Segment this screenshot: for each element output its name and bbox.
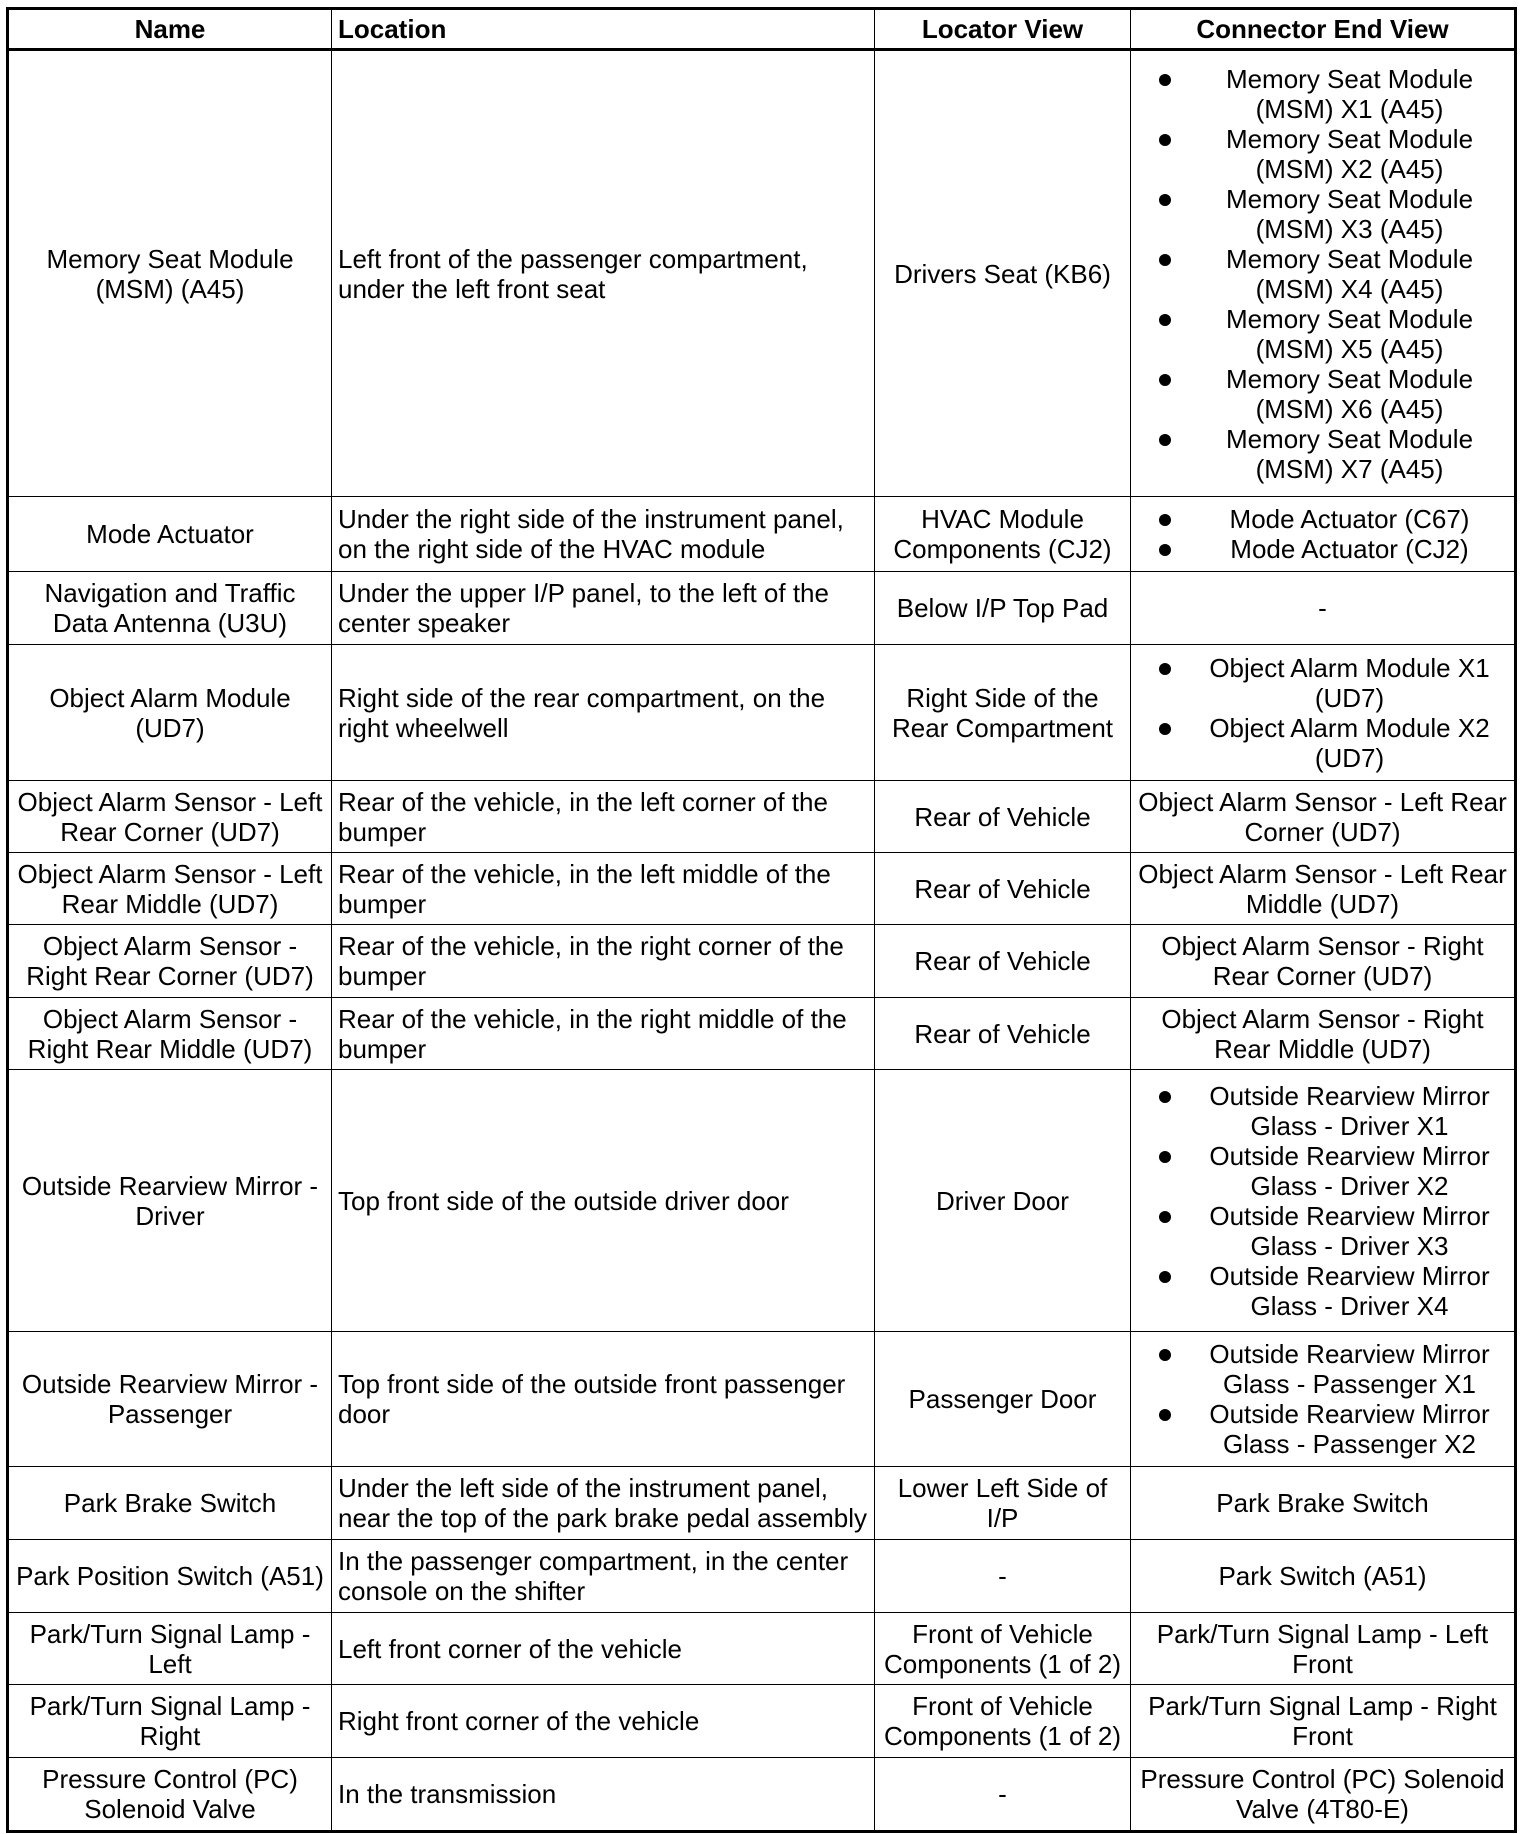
table-header-row [8,9,1516,50]
connector-list-item [1137,1081,1508,1141]
connector-list-item [1137,1141,1508,1201]
cell-location: Rear of the vehicle, in the left middle of the bumper [332,853,875,925]
cell-location: Right front corner of the vehicle [332,1685,875,1758]
connector-label: Outside Rearview Mirror Glass - Driver X3 [1209,1200,1490,1261]
table-row [8,781,1516,853]
cell-connector-end-view: Park/Turn Signal Lamp - Left Front [1131,1613,1516,1685]
cell-name: Outside Rearview Mirror - Driver [8,1070,332,1332]
bullet-icon [1159,194,1171,206]
cell-location: Top front side of the outside driver door [332,1070,875,1332]
connector-list [1137,653,1508,773]
bullet-icon [1159,434,1171,446]
bullet-icon [1159,1151,1171,1163]
cell-name: Park Brake Switch [8,1467,332,1540]
table-row [8,1540,1516,1613]
component-locator-table-wrapper [6,7,1517,1833]
cell-locator-view: - [875,1758,1131,1832]
cell-locator-view: Right Side of the Rear Compartment [875,645,1131,781]
cell-locator-view: Driver Door [875,1070,1131,1332]
cell-connector-end-view [1131,1070,1516,1332]
cell-name: Pressure Control (PC) Solenoid Valve [8,1758,332,1832]
connector-list-item [1137,713,1508,773]
bullet-icon [1159,1349,1171,1361]
connector-list-item [1137,364,1508,424]
cell-connector-end-view: Park/Turn Signal Lamp - Right Front [1131,1685,1516,1758]
bullet-icon [1159,254,1171,266]
cell-locator-view: Passenger Door [875,1332,1131,1467]
cell-connector-end-view: - [1131,572,1516,645]
bullet-icon [1159,1271,1171,1283]
connector-label: Memory Seat Module (MSM) X2 (A45) [1225,123,1474,184]
connector-list-item [1137,244,1508,304]
connector-list-item [1137,64,1508,124]
connector-list-item [1137,424,1508,484]
cell-locator-view: Rear of Vehicle [875,781,1131,853]
table-row [8,853,1516,925]
cell-location: In the passenger compartment, in the center console on the shifter [332,1540,875,1613]
connector-label: Outside Rearview Mirror Glass - Passenger X2 [1209,1399,1490,1459]
cell-location: Rear of the vehicle, in the left corner of the bumper [332,781,875,853]
connector-label: Mode Actuator (CJ2) [1230,534,1469,564]
connector-list-item [1137,1261,1508,1321]
cell-connector-end-view: Object Alarm Sensor - Left Rear Middle (UD7) [1131,853,1516,925]
cell-location: In the transmission [332,1758,875,1832]
table-row [8,925,1516,998]
header-location: Location [332,9,875,50]
cell-name: Object Alarm Sensor - Right Rear Corner (UD7) [8,925,332,998]
cell-location: Rear of the vehicle, in the right middle of the bumper [332,998,875,1070]
connector-label: Memory Seat Module (MSM) X4 (A45) [1225,243,1474,304]
cell-name: Outside Rearview Mirror - Passenger [8,1332,332,1467]
bullet-icon [1159,1091,1171,1103]
cell-connector-end-view [1131,50,1516,497]
cell-name: Mode Actuator [8,497,332,572]
cell-location: Left front of the passenger compartment, under the left front seat [332,50,875,497]
cell-location: Right side of the rear compartment, on the right wheelwell [332,645,875,781]
connector-list [1137,504,1508,564]
cell-connector-end-view: Object Alarm Sensor - Right Rear Corner (UD7) [1131,925,1516,998]
connector-list [1137,1081,1508,1321]
cell-connector-end-view: Park Brake Switch [1131,1467,1516,1540]
cell-connector-end-view: Object Alarm Sensor - Right Rear Middle (UD7) [1131,998,1516,1070]
cell-location: Top front side of the outside front passenger door [332,1332,875,1467]
table-row [8,1685,1516,1758]
bullet-icon [1159,314,1171,326]
table-row [8,50,1516,497]
connector-list-item [1137,304,1508,364]
cell-connector-end-view [1131,645,1516,781]
cell-locator-view: Rear of Vehicle [875,853,1131,925]
bullet-icon [1159,1409,1171,1421]
cell-name: Object Alarm Sensor - Left Rear Corner (UD7) [8,781,332,853]
connector-list-item [1137,1339,1508,1399]
cell-location: Under the upper I/P panel, to the left of the center speaker [332,572,875,645]
connector-label: Object Alarm Module X1 (UD7) [1209,652,1490,713]
cell-connector-end-view: Pressure Control (PC) Solenoid Valve (4T80-E) [1131,1758,1516,1832]
cell-connector-end-view [1131,1332,1516,1467]
cell-name: Park/Turn Signal Lamp - Left [8,1613,332,1685]
cell-name: Park/Turn Signal Lamp - Right [8,1685,332,1758]
connector-list [1137,1339,1508,1459]
connector-list-item [1137,184,1508,244]
bullet-icon [1159,663,1171,675]
connector-list-item [1137,1399,1508,1459]
cell-location: Under the left side of the instrument panel, near the top of the park brake pedal assembly [332,1467,875,1540]
cell-name: Object Alarm Module (UD7) [8,645,332,781]
table-row [8,572,1516,645]
table-row [8,497,1516,572]
connector-label: Memory Seat Module (MSM) X5 (A45) [1225,303,1474,364]
connector-list-item [1137,653,1508,713]
table-row [8,1070,1516,1332]
connector-list-item [1137,504,1508,534]
connector-label: Memory Seat Module (MSM) X7 (A45) [1225,423,1474,484]
cell-location: Under the right side of the instrument panel, on the right side of the HVAC module [332,497,875,572]
connector-label: Memory Seat Module (MSM) X6 (A45) [1225,363,1474,424]
cell-name: Object Alarm Sensor - Left Rear Middle (UD7) [8,853,332,925]
connector-label: Outside Rearview Mirror Glass - Driver X2 [1209,1140,1490,1201]
cell-locator-view: Below I/P Top Pad [875,572,1131,645]
bullet-icon [1159,544,1171,556]
header-connector-end-view: Connector End View [1131,9,1516,50]
cell-locator-view: Front of Vehicle Components (1 of 2) [875,1613,1131,1685]
cell-locator-view: HVAC Module Components (CJ2) [875,497,1131,572]
connector-label: Object Alarm Module X2 (UD7) [1209,712,1490,773]
connector-label: Outside Rearview Mirror Glass - Passenger X1 [1209,1339,1490,1399]
table-row [8,998,1516,1070]
cell-location: Left front corner of the vehicle [332,1613,875,1685]
connector-label: Outside Rearview Mirror Glass - Driver X1 [1209,1080,1490,1141]
cell-locator-view: Drivers Seat (KB6) [875,50,1131,497]
table-row [8,1467,1516,1540]
connector-list-item [1137,534,1508,564]
cell-locator-view: Front of Vehicle Components (1 of 2) [875,1685,1131,1758]
table-row [8,645,1516,781]
cell-location: Rear of the vehicle, in the right corner of the bumper [332,925,875,998]
cell-locator-view: Rear of Vehicle [875,925,1131,998]
cell-connector-end-view: Object Alarm Sensor - Left Rear Corner (UD7) [1131,781,1516,853]
bullet-icon [1159,134,1171,146]
cell-locator-view: Rear of Vehicle [875,998,1131,1070]
cell-name: Object Alarm Sensor - Right Rear Middle (UD7) [8,998,332,1070]
cell-locator-view: - [875,1540,1131,1613]
cell-name: Navigation and Traffic Data Antenna (U3U) [8,572,332,645]
cell-locator-view: Lower Left Side of I/P [875,1467,1131,1540]
connector-label: Mode Actuator (C67) [1229,504,1470,534]
bullet-icon [1159,374,1171,386]
connector-list-item [1137,124,1508,184]
connector-label: Memory Seat Module (MSM) X3 (A45) [1225,183,1474,244]
connector-list [1137,64,1508,484]
bullet-icon [1159,723,1171,735]
bullet-icon [1159,1211,1171,1223]
cell-connector-end-view: Park Switch (A51) [1131,1540,1516,1613]
connector-label: Outside Rearview Mirror Glass - Driver X4 [1209,1260,1490,1321]
connector-label: Memory Seat Module (MSM) X1 (A45) [1225,63,1474,124]
header-name: Name [8,9,332,50]
cell-name: Memory Seat Module (MSM) (A45) [8,50,332,497]
table-row [8,1758,1516,1832]
component-locator-table [6,7,1517,1833]
header-locator-view: Locator View [875,9,1131,50]
cell-name: Park Position Switch (A51) [8,1540,332,1613]
table-row [8,1332,1516,1467]
table-body [8,50,1516,1832]
table-row [8,1613,1516,1685]
bullet-icon [1159,514,1171,526]
cell-connector-end-view [1131,497,1516,572]
bullet-icon [1159,74,1171,86]
connector-list-item [1137,1201,1508,1261]
